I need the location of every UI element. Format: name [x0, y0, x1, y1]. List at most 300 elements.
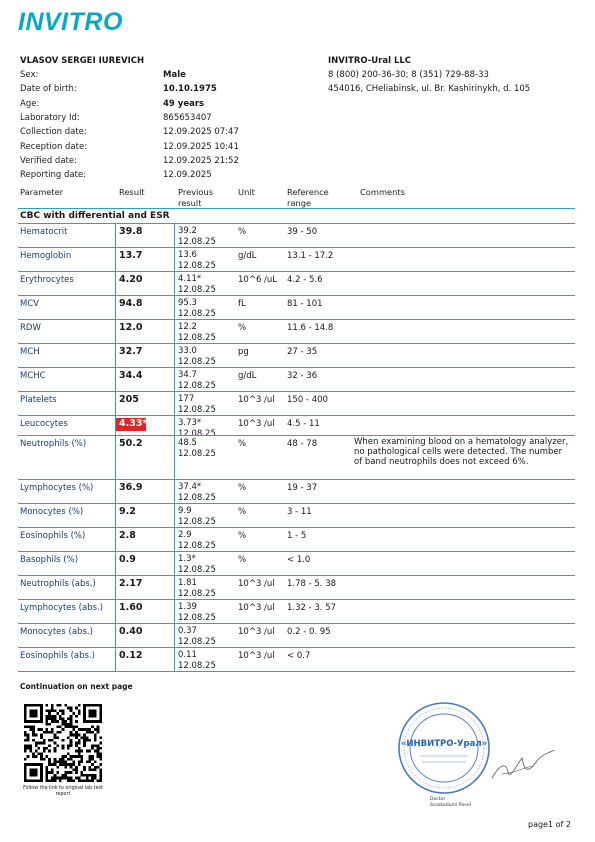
- qr-module: [83, 779, 86, 782]
- qr-module: [32, 739, 35, 742]
- qr-module: [43, 739, 46, 742]
- qr-module: [78, 742, 81, 745]
- qr-module: [32, 720, 35, 723]
- qr-module: [46, 755, 49, 758]
- qr-module: [70, 717, 73, 720]
- qr-module: [70, 726, 73, 729]
- unit-cell: g/dL: [238, 371, 257, 381]
- column-divider: [115, 648, 116, 672]
- qr-module: [75, 736, 78, 739]
- previous-value: 1.3*: [178, 554, 196, 564]
- unit-cell: 10^3 /ul: [238, 579, 275, 589]
- qr-module: [91, 704, 94, 707]
- qr-module: [89, 755, 92, 758]
- qr-module: [75, 766, 78, 769]
- qr-module: [70, 763, 73, 766]
- table-row: [18, 576, 575, 600]
- qr-module: [24, 739, 27, 742]
- previous-result-cell: [178, 506, 216, 527]
- parameter-cell: Lymphocytes (abs.): [20, 603, 104, 613]
- qr-module: [40, 734, 43, 737]
- qr-module: [48, 779, 51, 782]
- qr-module: [97, 752, 100, 755]
- reference-cell: 150 - 400: [287, 395, 328, 405]
- qr-module: [99, 707, 102, 710]
- previous-date: 12.08.25: [178, 540, 216, 551]
- qr-module: [54, 720, 57, 723]
- qr-module: [35, 742, 38, 745]
- parameter-cell: Erythrocytes: [20, 275, 74, 285]
- previous-date: 12.08.25: [178, 448, 216, 459]
- patient-field-value: 865653407: [163, 112, 212, 123]
- doctor-signature: [488, 744, 558, 788]
- previous-result-cell: [178, 602, 216, 623]
- qr-module: [64, 755, 67, 758]
- column-divider: [115, 224, 116, 248]
- result-cell: 0.40: [119, 626, 143, 637]
- unit-cell: g/dL: [238, 251, 257, 261]
- qr-module: [86, 774, 89, 777]
- qr-module: [91, 709, 94, 712]
- qr-module: [40, 712, 43, 715]
- qr-module: [91, 763, 94, 766]
- qr-module: [89, 715, 92, 718]
- qr-module: [67, 758, 70, 761]
- qr-module: [40, 771, 43, 774]
- parameter-cell: Lymphocytes (%): [20, 483, 94, 493]
- qr-module: [91, 755, 94, 758]
- qr-module: [99, 720, 102, 723]
- qr-module: [91, 712, 94, 715]
- qr-module: [97, 704, 100, 707]
- qr-module: [86, 731, 89, 734]
- column-divider: [174, 320, 175, 344]
- qr-module: [27, 779, 30, 782]
- qr-module: [56, 704, 59, 707]
- qr-module: [32, 779, 35, 782]
- lab-name: INVITRO-Ural LLC: [328, 56, 412, 66]
- qr-module: [27, 720, 30, 723]
- invitro-logo: INVITRO: [18, 8, 123, 36]
- qr-module: [27, 736, 30, 739]
- previous-value: 2.9: [178, 530, 192, 540]
- qr-module: [24, 726, 27, 729]
- previous-value: 1.81: [178, 578, 197, 588]
- qr-module: [64, 704, 67, 707]
- qr-module: [80, 736, 83, 739]
- qr-module: [75, 771, 78, 774]
- qr-module: [62, 717, 65, 720]
- qr-module: [54, 774, 57, 777]
- qr-module: [86, 777, 89, 780]
- unit-cell: 10^3 /ul: [238, 395, 275, 405]
- qr-module: [51, 709, 54, 712]
- previous-date: 12.08.25: [178, 404, 216, 415]
- qr-module: [80, 779, 83, 782]
- qr-module: [43, 750, 46, 753]
- qr-module: [62, 758, 65, 761]
- qr-module: [62, 723, 65, 726]
- qr-module: [27, 726, 30, 729]
- qr-code: [24, 704, 102, 782]
- result-cell: 34.4: [119, 370, 143, 381]
- qr-module: [99, 715, 102, 718]
- column-divider: [174, 344, 175, 368]
- qr-module: [54, 736, 57, 739]
- qr-module: [83, 766, 86, 769]
- qr-module: [59, 779, 62, 782]
- column-divider: [115, 528, 116, 552]
- qr-module: [48, 744, 51, 747]
- qr-module: [54, 709, 57, 712]
- column-divider: [115, 504, 116, 528]
- previous-result-cell: [178, 578, 216, 599]
- header-comments: Comments: [360, 187, 405, 197]
- qr-module: [83, 717, 86, 720]
- parameter-cell: Basophils (%): [20, 555, 79, 565]
- qr-module: [80, 728, 83, 731]
- qr-module: [40, 779, 43, 782]
- qr-module: [86, 760, 89, 763]
- table-row: [18, 624, 575, 648]
- qr-module: [78, 752, 81, 755]
- qr-module: [40, 717, 43, 720]
- previous-value: 0.11: [178, 650, 197, 660]
- qr-module: [56, 744, 59, 747]
- qr-module: [48, 712, 51, 715]
- table-row: [18, 648, 575, 672]
- qr-module: [43, 758, 46, 761]
- qr-module: [54, 777, 57, 780]
- qr-module: [46, 777, 49, 780]
- qr-module: [35, 779, 38, 782]
- qr-module: [56, 731, 59, 734]
- header-result: Result: [119, 187, 145, 197]
- qr-module: [24, 750, 27, 753]
- previous-result-cell: [178, 650, 216, 671]
- qr-module: [78, 712, 81, 715]
- patient-field-value: 49 years: [163, 98, 205, 109]
- qr-module: [80, 758, 83, 761]
- previous-result-cell: [178, 274, 216, 295]
- qr-module: [59, 704, 62, 707]
- qr-module: [35, 709, 38, 712]
- table-row: [18, 552, 575, 576]
- qr-module: [75, 769, 78, 772]
- unit-cell: %: [238, 323, 247, 333]
- qr-module: [70, 779, 73, 782]
- header-previous-result: Previous result: [178, 187, 214, 208]
- previous-result-cell: [178, 298, 216, 319]
- qr-module: [62, 744, 65, 747]
- qr-module: [64, 726, 67, 729]
- qr-module: [72, 779, 75, 782]
- column-divider: [115, 552, 116, 576]
- qr-module: [32, 704, 35, 707]
- qr-module: [94, 715, 97, 718]
- qr-module: [40, 766, 43, 769]
- qr-module: [29, 771, 32, 774]
- qr-module: [67, 779, 70, 782]
- qr-module: [99, 747, 102, 750]
- qr-module: [59, 731, 62, 734]
- qr-caption: Follow the link to original lab test report: [23, 786, 103, 797]
- qr-module: [48, 715, 51, 718]
- previous-value: 95.3: [178, 298, 197, 308]
- qr-module: [67, 707, 70, 710]
- previous-date: 12.08.25: [178, 660, 216, 671]
- qr-module: [70, 777, 73, 780]
- patient-field-label: Age:: [20, 98, 40, 109]
- qr-module: [83, 742, 86, 745]
- unit-cell: pg: [238, 347, 249, 357]
- table-row: [18, 272, 575, 296]
- qr-module: [70, 707, 73, 710]
- qr-module: [78, 709, 81, 712]
- qr-module: [59, 717, 62, 720]
- qr-module: [83, 715, 86, 718]
- column-divider: [174, 436, 175, 480]
- qr-module: [99, 763, 102, 766]
- qr-module: [51, 717, 54, 720]
- qr-module: [94, 744, 97, 747]
- qr-module: [94, 760, 97, 763]
- qr-module: [54, 758, 57, 761]
- column-divider: [115, 344, 116, 368]
- column-divider: [174, 600, 175, 624]
- qr-module: [83, 707, 86, 710]
- qr-module: [37, 747, 40, 750]
- reference-cell: 39 - 50: [287, 227, 318, 237]
- qr-module: [46, 715, 49, 718]
- qr-module: [32, 731, 35, 734]
- qr-module: [89, 704, 92, 707]
- qr-module: [40, 704, 43, 707]
- qr-module: [56, 777, 59, 780]
- qr-module: [46, 717, 49, 720]
- qr-module: [40, 736, 43, 739]
- qr-module: [32, 774, 35, 777]
- patient-field-value: 12.09.2025 07:47: [163, 127, 239, 138]
- qr-module: [70, 720, 73, 723]
- qr-module: [48, 723, 51, 726]
- header-parameter: Parameter: [20, 187, 64, 197]
- qr-module: [32, 752, 35, 755]
- qr-module: [24, 704, 27, 707]
- qr-module: [29, 704, 32, 707]
- column-divider: [174, 416, 175, 436]
- qr-module: [80, 771, 83, 774]
- previous-date: 12.08.25: [178, 428, 216, 439]
- qr-module: [48, 717, 51, 720]
- qr-module: [29, 774, 32, 777]
- unit-cell: %: [238, 439, 247, 449]
- qr-module: [24, 744, 27, 747]
- qr-module: [99, 769, 102, 772]
- qr-module: [72, 769, 75, 772]
- qr-module: [32, 709, 35, 712]
- section-title: CBC with differential and ESR: [20, 211, 170, 221]
- qr-module: [48, 731, 51, 734]
- reference-cell: < 0.7: [287, 651, 311, 661]
- qr-module: [86, 720, 89, 723]
- patient-name: VLASOV SERGEI IUREVICH: [20, 56, 145, 66]
- column-divider: [174, 296, 175, 320]
- qr-module: [83, 774, 86, 777]
- qr-module: [56, 771, 59, 774]
- qr-module: [83, 728, 86, 731]
- qr-module: [51, 739, 54, 742]
- table-row: [18, 344, 575, 368]
- qr-module: [59, 709, 62, 712]
- qr-module: [70, 734, 73, 737]
- qr-module: [97, 747, 100, 750]
- column-divider: [174, 552, 175, 576]
- unit-cell: %: [238, 507, 247, 517]
- parameter-cell: Hemoglobin: [20, 251, 72, 261]
- qr-module: [99, 755, 102, 758]
- qr-module: [24, 779, 27, 782]
- qr-module: [24, 731, 27, 734]
- result-cell: 4.33*: [116, 418, 146, 431]
- qr-module: [86, 739, 89, 742]
- qr-module: [94, 739, 97, 742]
- qr-module: [24, 758, 27, 761]
- table-row: [18, 480, 575, 504]
- qr-module: [35, 720, 38, 723]
- patient-field-label: Reporting date:: [20, 170, 87, 181]
- qr-module: [40, 758, 43, 761]
- reference-cell: 13.1 - 17.2: [287, 251, 334, 261]
- qr-module: [78, 777, 81, 780]
- qr-module: [64, 760, 67, 763]
- table-row: [18, 528, 575, 552]
- previous-value: 33.0: [178, 346, 197, 356]
- qr-module: [46, 728, 49, 731]
- qr-module: [46, 766, 49, 769]
- qr-module: [78, 755, 81, 758]
- qr-module: [40, 774, 43, 777]
- previous-value: 4.11*: [178, 274, 202, 284]
- qr-module: [24, 771, 27, 774]
- qr-module: [64, 723, 67, 726]
- qr-module: [94, 712, 97, 715]
- qr-module: [89, 728, 92, 731]
- parameter-cell: MCHC: [20, 371, 46, 381]
- table-row: [18, 600, 575, 624]
- qr-module: [35, 715, 38, 718]
- qr-module: [67, 763, 70, 766]
- qr-module: [48, 758, 51, 761]
- result-cell: 12.0: [119, 322, 143, 333]
- previous-value: 9.9: [178, 506, 192, 516]
- column-divider: [115, 272, 116, 296]
- previous-result-cell: [178, 626, 216, 647]
- qr-module: [46, 779, 49, 782]
- qr-module: [97, 750, 100, 753]
- reference-cell: 0.2 - 0. 95: [287, 627, 331, 637]
- previous-result-cell: [178, 482, 216, 503]
- result-cell: 36.9: [119, 482, 143, 493]
- qr-module: [51, 731, 54, 734]
- qr-module: [24, 777, 27, 780]
- qr-module: [99, 777, 102, 780]
- qr-module: [97, 726, 100, 729]
- qr-module: [78, 734, 81, 737]
- qr-module: [89, 720, 92, 723]
- qr-module: [70, 709, 73, 712]
- qr-module: [75, 707, 78, 710]
- header-unit: Unit: [238, 187, 255, 197]
- qr-module: [37, 742, 40, 745]
- qr-module: [91, 731, 94, 734]
- qr-module: [72, 726, 75, 729]
- qr-module: [40, 720, 43, 723]
- patient-field-value: 10.10.1975: [163, 84, 217, 95]
- qr-module: [83, 712, 86, 715]
- qr-module: [62, 739, 65, 742]
- qr-module: [86, 704, 89, 707]
- column-divider: [174, 528, 175, 552]
- qr-module: [75, 734, 78, 737]
- qr-module: [35, 771, 38, 774]
- qr-module: [94, 709, 97, 712]
- qr-module: [24, 747, 27, 750]
- qr-module: [29, 712, 32, 715]
- qr-module: [37, 720, 40, 723]
- qr-module: [51, 728, 54, 731]
- qr-module: [35, 769, 38, 772]
- qr-module: [91, 774, 94, 777]
- qr-module: [94, 766, 97, 769]
- patient-field-label: Verified date:: [20, 155, 77, 166]
- qr-module: [40, 755, 43, 758]
- qr-module: [97, 755, 100, 758]
- qr-module: [62, 763, 65, 766]
- previous-result-cell: [178, 322, 216, 343]
- qr-module: [64, 771, 67, 774]
- previous-date: 12.08.25: [178, 564, 216, 575]
- qr-module: [75, 720, 78, 723]
- qr-module: [91, 726, 94, 729]
- qr-module: [32, 728, 35, 731]
- qr-module: [94, 728, 97, 731]
- qr-module: [99, 736, 102, 739]
- continuation-note: Continuation on next page: [20, 682, 133, 691]
- qr-module: [67, 747, 70, 750]
- parameter-cell: Monocytes (%): [20, 507, 84, 517]
- previous-date: 12.08.25: [178, 612, 216, 623]
- qr-module: [94, 720, 97, 723]
- column-divider: [174, 392, 175, 416]
- qr-module: [78, 728, 81, 731]
- qr-module: [89, 774, 92, 777]
- qr-module: [86, 750, 89, 753]
- table-row: [18, 320, 575, 344]
- qr-module: [51, 707, 54, 710]
- qr-module: [97, 744, 100, 747]
- qr-module: [83, 739, 86, 742]
- qr-module: [43, 742, 46, 745]
- header-reference-range: Reference range: [287, 187, 329, 208]
- previous-value: 13.6: [178, 250, 197, 260]
- parameter-cell: MCH: [20, 347, 40, 357]
- qr-module: [99, 752, 102, 755]
- qr-module: [54, 760, 57, 763]
- previous-result-cell: [178, 370, 216, 391]
- qr-module: [59, 726, 62, 729]
- patient-field-label: Date of birth:: [20, 84, 77, 95]
